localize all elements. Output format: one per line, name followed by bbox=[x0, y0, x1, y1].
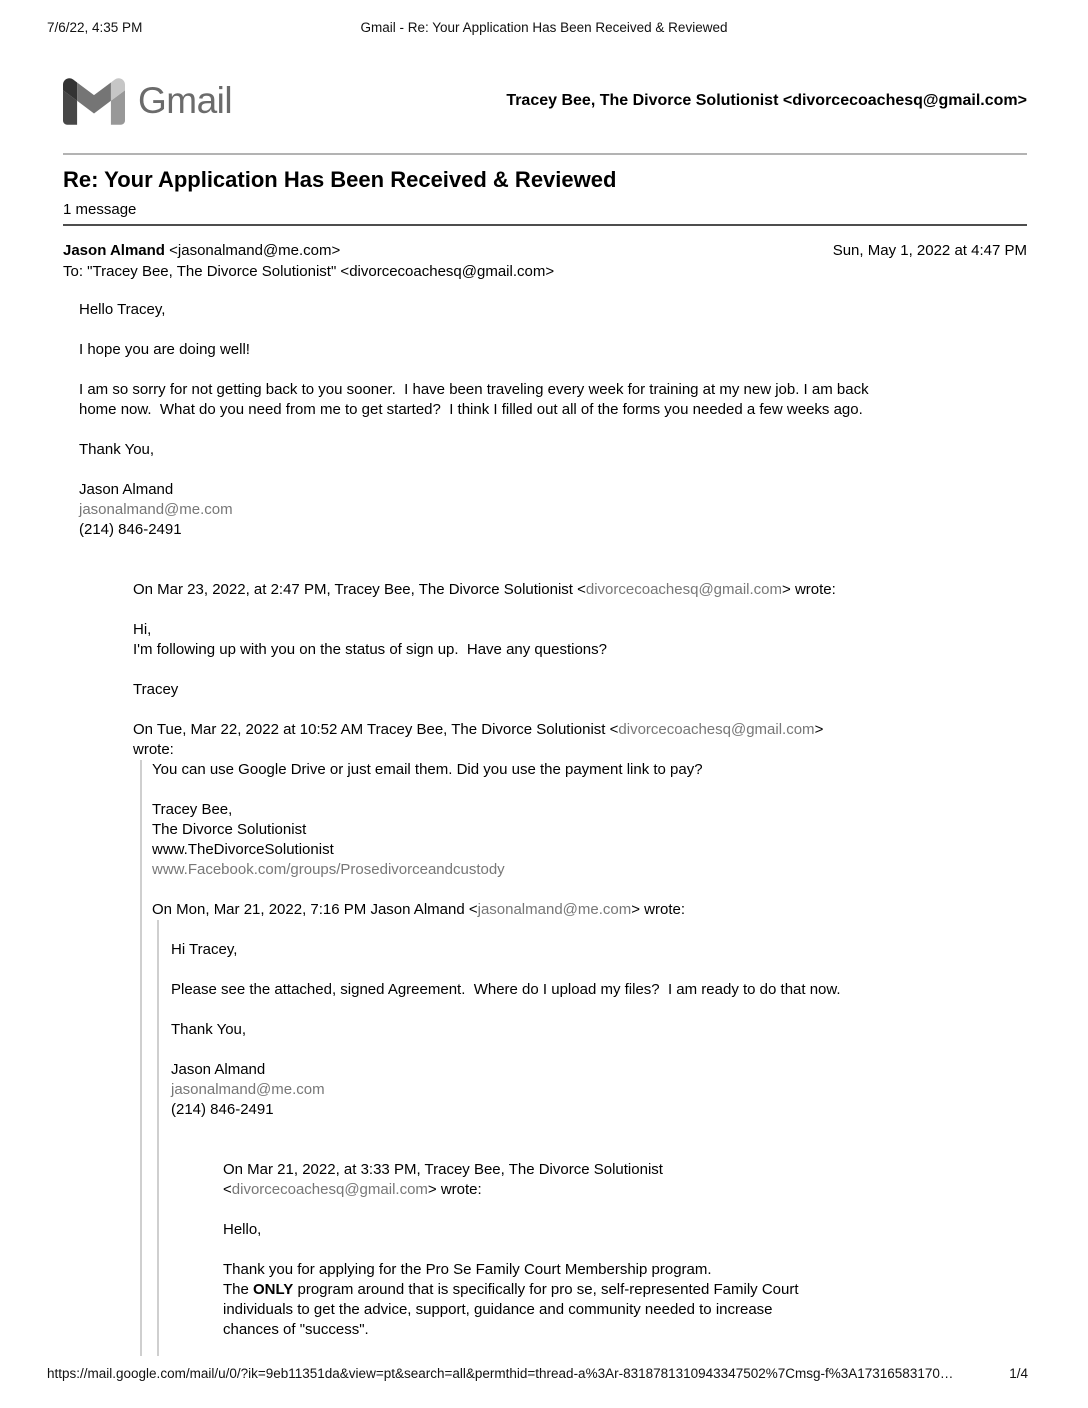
quote3-line: Please see the attached, signed Agreement. Where do I upload my files? I am ready to do that now. bbox=[171, 981, 841, 998]
gmail-m-icon bbox=[63, 78, 125, 125]
quoted-message-level2 bbox=[140, 760, 1027, 1356]
quote2-header-line1: On Tue, Mar 22, 2022 at 10:52 AM Tracey Bee, The Divorce Solutionist <divorcecoachesq@gmail.com> bbox=[133, 721, 824, 738]
quote2-line: You can use Google Drive or just email them. Did you use the payment link to pay? bbox=[152, 761, 703, 778]
quote1-signature: Tracey bbox=[133, 681, 179, 698]
email-link[interactable]: divorcecoachesq@gmail.com bbox=[231, 1181, 428, 1198]
print-url: https://mail.google.com/mail/u/0/?ik=9eb11351da&view=pt&search=all&permthid=thread-a%3Ar-8318781310943347502%7Cmsg-f%3A17316583170… bbox=[47, 1366, 954, 1381]
email-body bbox=[79, 300, 1027, 1356]
email-link[interactable]: divorcecoachesq@gmail.com bbox=[618, 721, 815, 738]
message-date: Sun, May 1, 2022 at 4:47 PM bbox=[832, 242, 1027, 259]
print-doc-title: Gmail - Re: Your Application Has Been Received & Reviewed bbox=[360, 20, 728, 35]
divider-light bbox=[63, 153, 1027, 155]
message-header bbox=[63, 240, 1027, 261]
gmail-logo bbox=[63, 78, 232, 125]
quote4-paragraph-line: Thank you for applying for the Pro Se Family Court Membership program. bbox=[223, 1261, 712, 1278]
print-header bbox=[47, 20, 1041, 35]
from-line bbox=[63, 240, 340, 261]
print-footer bbox=[47, 1366, 1028, 1381]
quote3-closing: Thank You, bbox=[171, 1021, 247, 1038]
quote2-signature-site: www.TheDivorceSolutionist bbox=[152, 841, 334, 858]
quote4-paragraph-line: chances of "success". bbox=[223, 1321, 369, 1338]
body-line: I hope you are doing well! bbox=[79, 341, 250, 358]
quote3-signature-phone: (214) 846-2491 bbox=[171, 1101, 274, 1118]
quoted-message-level1 bbox=[133, 580, 1027, 1356]
gmail-wordmark: Gmail bbox=[138, 80, 233, 121]
quote3-signature-name: Jason Almand bbox=[171, 1061, 266, 1078]
signature-name: Jason Almand bbox=[79, 481, 174, 498]
quote1-line: I'm following up with you on the status of sign up. Have any questions? bbox=[133, 641, 607, 658]
subject-title: Re: Your Application Has Been Received & Reviewed bbox=[63, 167, 617, 192]
quoted-message-level4 bbox=[223, 1160, 1027, 1340]
sender-email: <jasonalmand@me.com> bbox=[164, 242, 341, 259]
quote3-header: On Mon, Mar 21, 2022, 7:16 PM Jason Almand <jasonalmand@me.com> wrote: bbox=[152, 901, 686, 918]
quoted-message-level3 bbox=[157, 920, 1027, 1356]
quote4-paragraph-line: The ONLY program around that is specifically for pro se, self-represented Family Court bbox=[223, 1281, 799, 1298]
recipient-line: To: "Tracey Bee, The Divorce Solutionist" <divorcecoachesq@gmail.com> bbox=[63, 263, 555, 280]
email-link[interactable]: divorcecoachesq@gmail.com bbox=[585, 581, 783, 598]
page-number: 1/4 bbox=[1009, 1366, 1028, 1381]
quote2-header-line2: wrote: bbox=[133, 741, 174, 758]
quote4-greeting: Hello, bbox=[223, 1221, 262, 1238]
quote4-header-line2: <divorcecoachesq@gmail.com> wrote: bbox=[223, 1181, 482, 1198]
print-datetime: 7/6/22, 4:35 PM bbox=[47, 20, 143, 35]
gmail-header-bar bbox=[63, 76, 1027, 126]
account-identity: Tracey Bee, The Divorce Solutionist <divorcecoachesq@gmail.com> bbox=[506, 92, 1027, 109]
message-count: 1 message bbox=[63, 201, 137, 218]
signature-phone: (214) 846-2491 bbox=[79, 521, 182, 538]
quote4-paragraph-line: individuals to get the advice, support, guidance and community needed to increase bbox=[223, 1301, 773, 1318]
facebook-group-link[interactable]: www.Facebook.com/groups/Prosedivorceandcustody bbox=[152, 861, 505, 878]
email-link[interactable]: jasonalmand@me.com bbox=[477, 901, 632, 918]
sender-name: Jason Almand bbox=[63, 242, 165, 259]
body-paragraph-line: I am so sorry for not getting back to you sooner. I have been traveling every week for training at my new job. I am back bbox=[79, 381, 869, 398]
quote1-greeting: Hi, bbox=[133, 621, 152, 638]
quote4-header-line1: On Mar 21, 2022, at 3:33 PM, Tracey Bee, The Divorce Solutionist bbox=[223, 1161, 663, 1178]
quote1-header: On Mar 23, 2022, at 2:47 PM, Tracey Bee, The Divorce Solutionist <divorcecoachesq@gmail.com> wrote: bbox=[133, 581, 836, 598]
page-content bbox=[63, 0, 1027, 1356]
signature-email-link[interactable]: jasonalmand@me.com bbox=[171, 1081, 325, 1098]
body-paragraph-line: home now. What do you need from me to get started? I think I filled out all of the forms you needed a few weeks ago. bbox=[79, 401, 863, 418]
body-greeting: Hello Tracey, bbox=[79, 301, 166, 318]
quote3-greeting: Hi Tracey, bbox=[171, 941, 238, 958]
body-closing: Thank You, bbox=[79, 441, 155, 458]
quote2-signature-title: The Divorce Solutionist bbox=[152, 821, 307, 838]
quote2-signature-name: Tracey Bee, bbox=[152, 801, 233, 818]
signature-email-link[interactable]: jasonalmand@me.com bbox=[79, 501, 233, 518]
emphasis-only: ONLY bbox=[253, 1281, 294, 1298]
divider-dark bbox=[63, 224, 1027, 226]
